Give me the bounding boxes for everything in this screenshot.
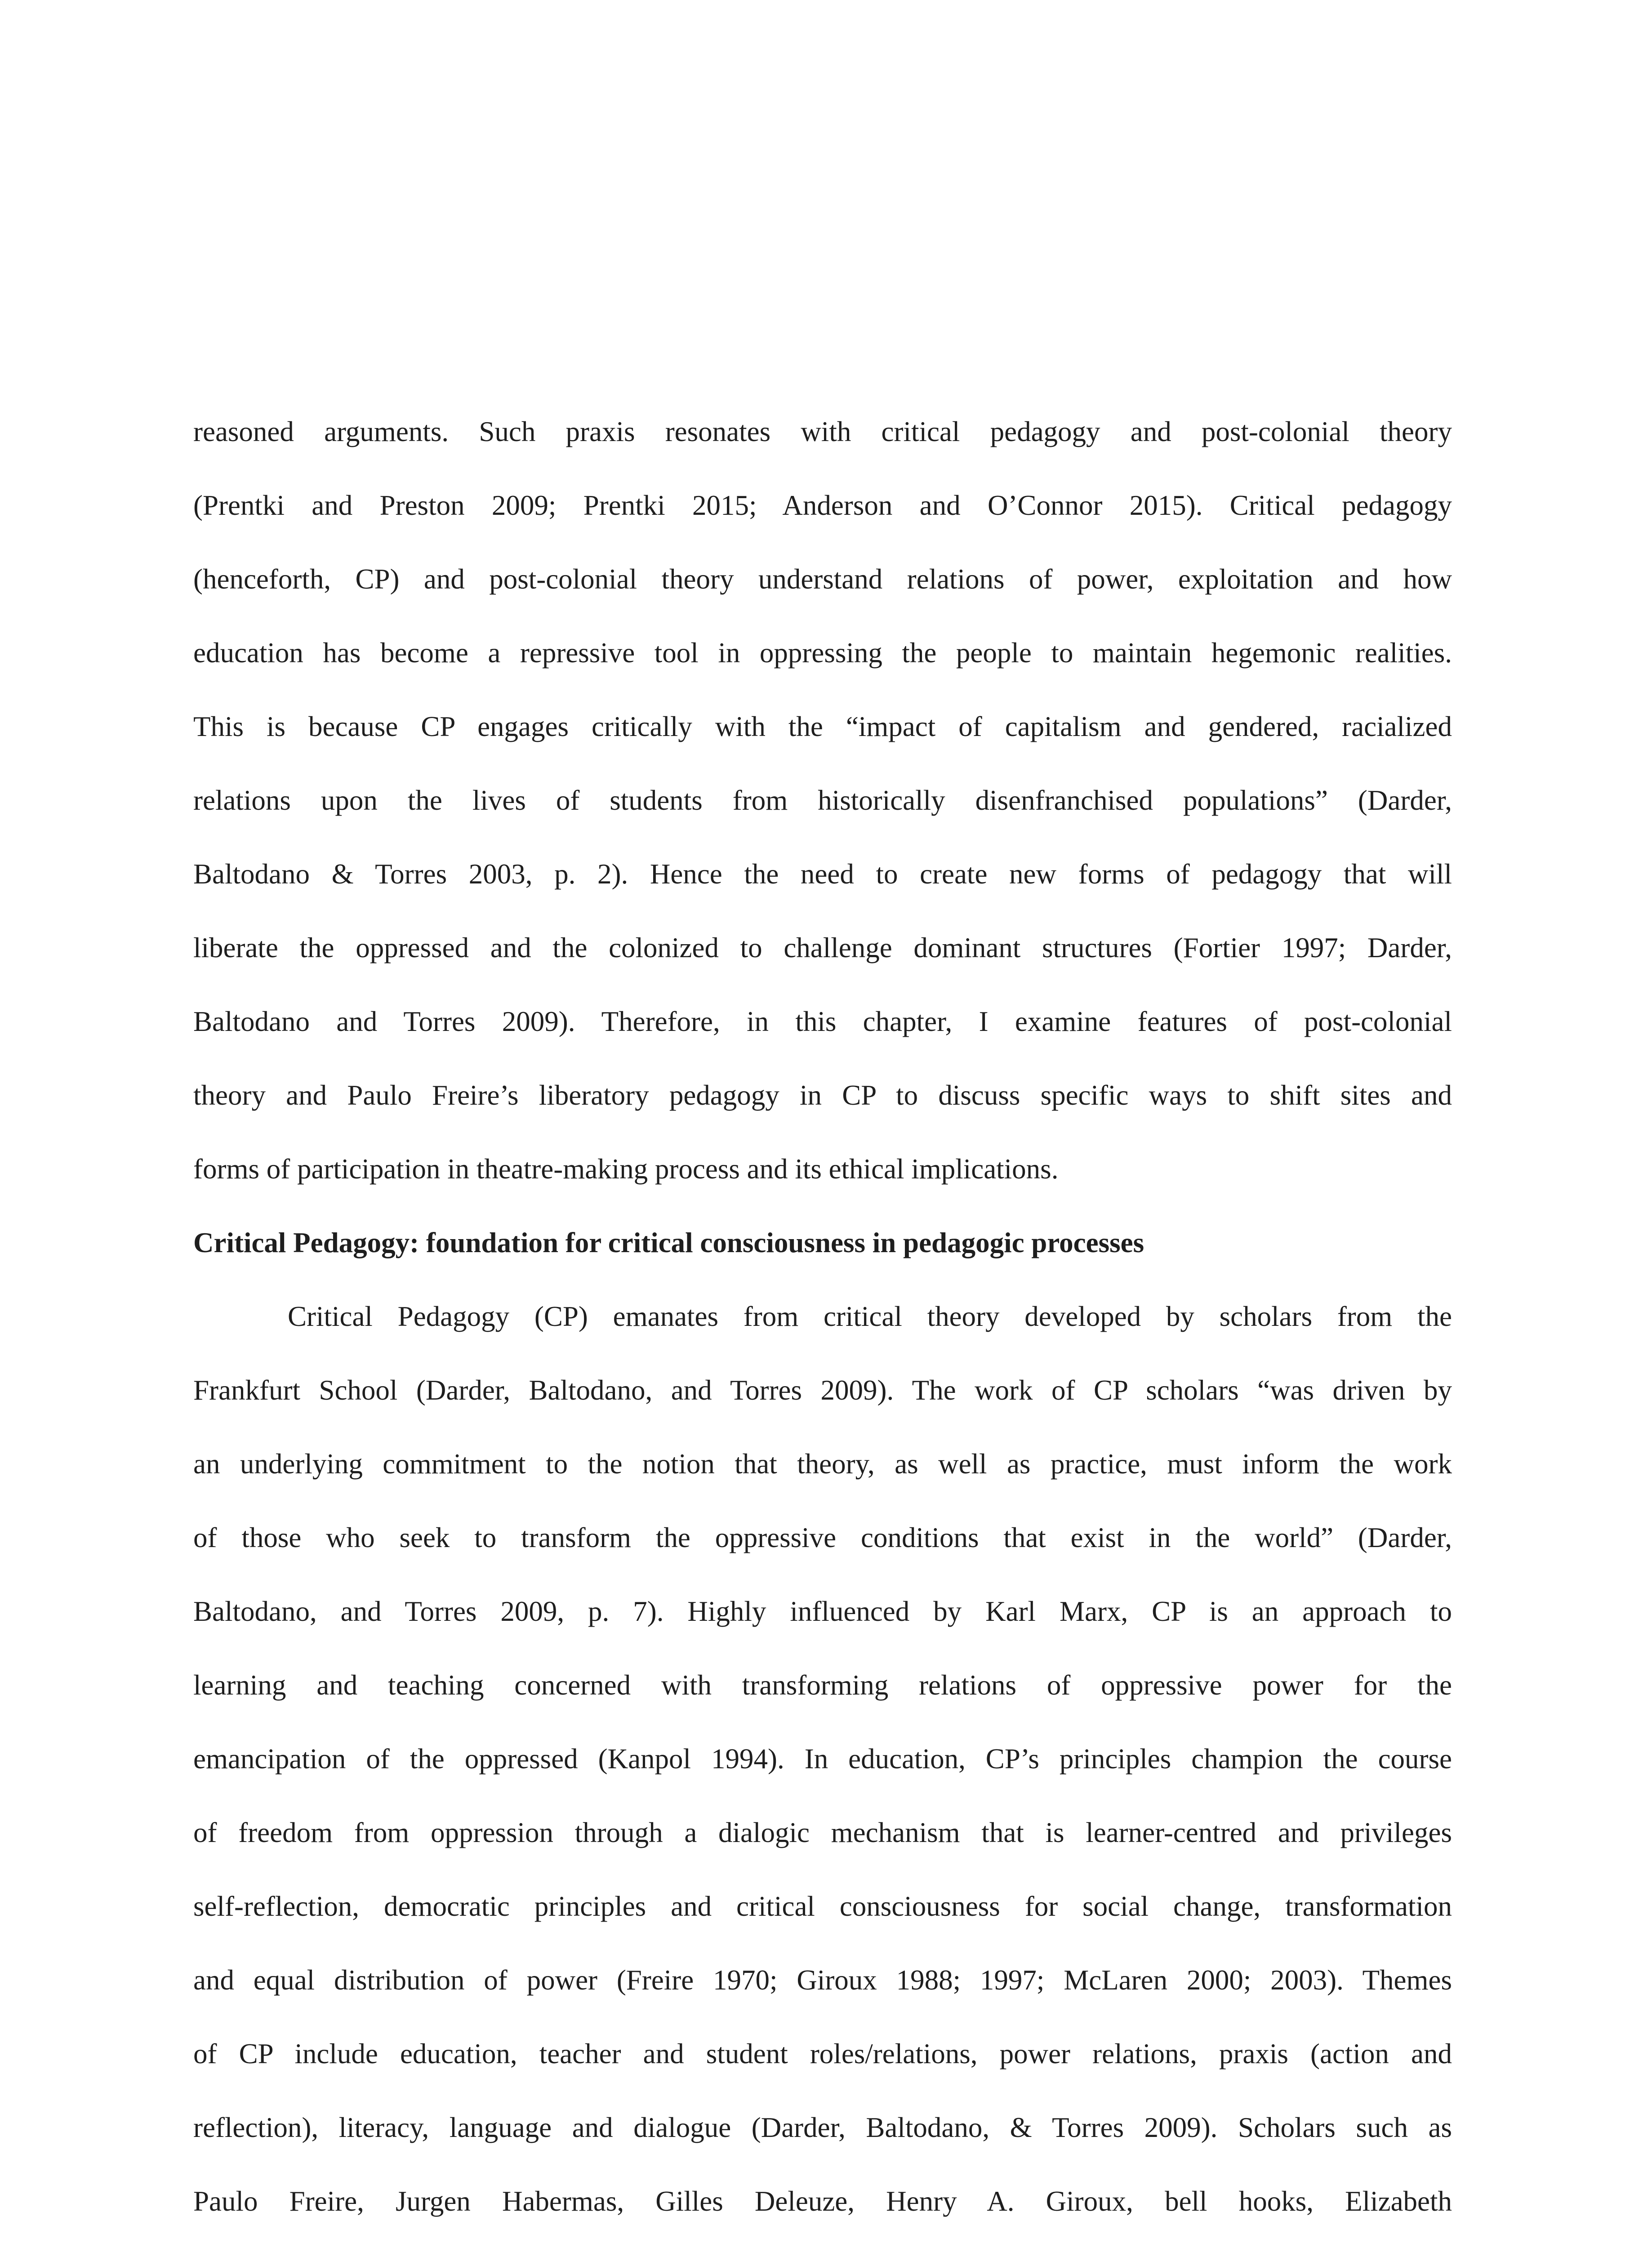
body-line: an underlying commitment to the notion that theory, as well as practice, must inform the work bbox=[193, 1448, 1452, 1480]
body-line: emancipation of the oppressed (Kanpol 1994). In education, CP’s principles champion the course bbox=[193, 1743, 1452, 1775]
body-line: Baltodano, and Torres 2009, p. 7). Highly influenced by Karl Marx, CP is an approach to bbox=[193, 1596, 1452, 1627]
body-line: of CP include education, teacher and student roles/relations, power relations, praxis (action and bbox=[193, 2038, 1452, 2070]
body-line: relations upon the lives of students from historically disenfranchised populations” (Darder, bbox=[193, 785, 1452, 816]
body-line: Frankfurt School (Darder, Baltodano, and Torres 2009). The work of CP scholars “was driven by bbox=[193, 1374, 1452, 1406]
body-line: reflection), literacy, language and dialogue (Darder, Baltodano, & Torres 2009). Scholars such as bbox=[193, 2112, 1452, 2143]
body-line: liberate the oppressed and the colonized to challenge dominant structures (Fortier 1997; Darder, bbox=[193, 932, 1452, 963]
body-line: (Prentki and Preston 2009; Prentki 2015; Anderson and O’Connor 2015). Critical pedagogy bbox=[193, 490, 1452, 521]
body-line: of those who seek to transform the oppressive conditions that exist in the world” (Darder, bbox=[193, 1522, 1452, 1553]
body-text bbox=[193, 395, 1452, 2238]
body-line-paragraph-start: Critical Pedagogy (CP) emanates from critical theory developed by scholars from the bbox=[288, 1301, 1452, 1332]
body-line: learning and teaching concerned with transforming relations of oppressive power for the bbox=[193, 1669, 1452, 1701]
body-line-paragraph-end: forms of participation in theatre-making process and its ethical implications. bbox=[193, 1153, 1059, 1185]
body-line: self-reflection, democratic principles and critical consciousness for social change, transformation bbox=[193, 1891, 1452, 1922]
body-line: Baltodano & Torres 2003, p. 2). Hence the need to create new forms of pedagogy that will bbox=[193, 858, 1452, 890]
body-line: reasoned arguments. Such praxis resonates with critical pedagogy and post-colonial theory bbox=[193, 416, 1452, 447]
body-line: Paulo Freire, Jurgen Habermas, Gilles Deleuze, Henry A. Giroux, bell hooks, Elizabeth bbox=[193, 2186, 1452, 2217]
body-line: of freedom from oppression through a dialogic mechanism that is learner-centred and privileges bbox=[193, 1817, 1452, 1848]
body-line: This is because CP engages critically with the “impact of capitalism and gendered, racialized bbox=[193, 711, 1452, 742]
body-line: education has become a repressive tool in oppressing the people to maintain hegemonic realities. bbox=[193, 637, 1452, 669]
body-line: Baltodano and Torres 2009). Therefore, in this chapter, I examine features of post-colonial bbox=[193, 1006, 1452, 1037]
section-heading: Critical Pedagogy: foundation for critical consciousness in pedagogic processes bbox=[193, 1227, 1144, 1258]
body-line: (henceforth, CP) and post-colonial theory understand relations of power, exploitation and how bbox=[193, 563, 1452, 595]
body-line: theory and Paulo Freire’s liberatory pedagogy in CP to discuss specific ways to shift sites and bbox=[193, 1079, 1452, 1111]
body-line: and equal distribution of power (Freire 1970; Giroux 1988; 1997; McLaren 2000; 2003). Themes bbox=[193, 1964, 1452, 1996]
